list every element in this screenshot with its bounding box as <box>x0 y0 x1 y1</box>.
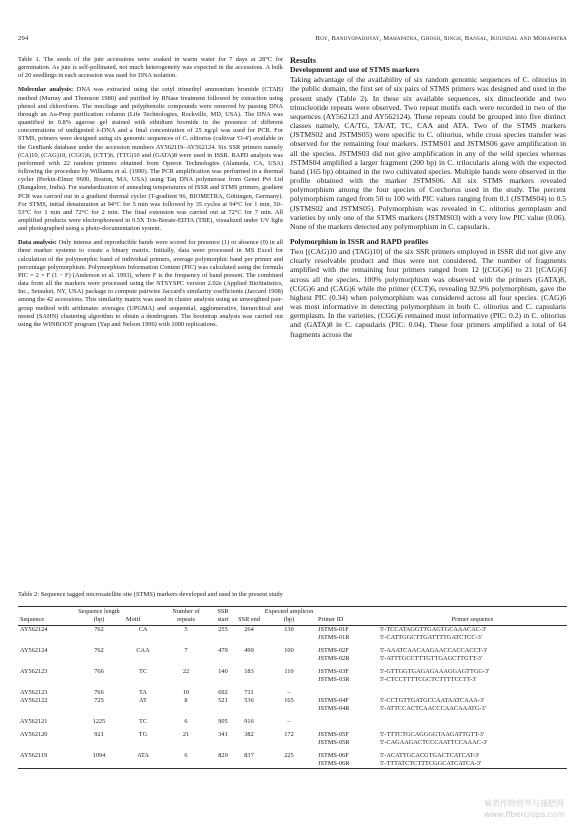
table-cell <box>262 760 316 769</box>
table-cell <box>18 760 74 769</box>
table-cell <box>210 676 236 684</box>
table-cell <box>74 739 124 747</box>
table-cell: JSTMS-04R <box>318 705 350 713</box>
table-cell: TC <box>138 718 148 726</box>
table-row <box>18 731 567 739</box>
table-cell: 711 <box>244 689 254 697</box>
table-cell: JSTMS-02F <box>318 647 349 655</box>
table-cell: 905 <box>218 718 228 726</box>
table-cell: 225 <box>284 752 294 760</box>
table-cell: 766 <box>94 689 104 697</box>
table-cell: 341 <box>218 731 228 739</box>
table-cell: 140 <box>218 668 228 676</box>
table-cell: JSTMS-06R <box>316 760 378 769</box>
table-cell: 5'-TTTCTGCAGGGGTAAGATTGTT-3' <box>380 731 485 739</box>
data-analysis-paragraph <box>18 239 283 329</box>
data-analysis-text: Only intense and reproducible bands were scored for presence (1) or absence (0) in all three marker systems to create a binary matrix. Initially, data were processed in MS Excel for calculation of the polymorphic band of individual primers, average polymorphic band per primer and percentage polymorphism. Polymorphism Information Content (PIC) was calculated using the formula PIC = 2 × F (1 − F) (Anderson et al. 1993), where F is the frequency of band present. The combined data from all the markers were processed using the NTSYSPC version 2.02e (Applied BioStatistics, Inc., Setauket, NY, USA) package to compute pairwise Jaccard's similarity coefficients (Jaccard 1908) among the 42 accessions. This similarity matrix was used in cluster analysis using an unweighted pair-group method with arithmatec averages (UPGMA) and sequential, agglomerative, hierarchical and nested (SAHN) clustering algorithm to obtain a dendrogram. The bootstrap analysis was carried out using the WINBOOT program (Yap and Nelson 1996) with 1000 replications. <box>18 239 284 328</box>
table-row <box>18 647 567 655</box>
table-cell <box>236 634 262 642</box>
table-cell <box>262 634 316 642</box>
table-cell: 916 <box>244 718 254 726</box>
stms-paragraph: Taking advantage of the availability of six random genomic sequences of C. olitorius in the public domain, the first set of six pairs of STMS primers was designed and used in the present study (Table 2). In these six available sequences, six dinucleotide and two trinucleotide repeats were observed. Two repeat motifs each were recorded in two of the sequences (AY562123 and AY562124). These repeats could be grouped into five distinct classes namely, CA/TG, TA/AT, TC, CAA and ATA. Two of the STMS markers (JSTMS02 and JSTMS05) were specific to C. olitorius, while cross species transfer was observed for the remaining four markers. JSTMS01 and JSTMS06 gave amplification in all the species. JSTMS03 did not give amplification in any of the wild species whereas JSTMS04 amplified a larger fragment (200 bp) in C. trilocularis along with the expected band (165 bp) obtained in the two cultivated species. Multiple bands were observed in the profile obtained with the marker JSTMS06. All six STMS markers revealed polymorphism among the four species of Corchorus used in the study. The percent polymorphism ranged from 50 to 100 with PIC values ranging from 0.1 (JSTMS04) to 0.5 (JSTMS02 and JSTMS05). Polymorphism was revealed in C. olitorius germplasm and varieties by only one of the STMS markers (JSTMS03) with a very low PIC value (0.06). None of the markers detected any polymorphism in C. capsularis. <box>290 75 566 231</box>
table-cell: 255 <box>218 626 228 634</box>
page-number: 294 <box>18 35 29 42</box>
table-cell <box>210 655 236 663</box>
table-cell <box>378 718 567 726</box>
table-cell: JSTMS-01F <box>318 626 349 634</box>
table-cell <box>162 676 210 684</box>
table-cell <box>316 689 378 697</box>
table-cell: 820 <box>218 752 228 760</box>
table-cell: TA <box>139 689 147 697</box>
table-cell <box>124 655 162 663</box>
table-cell: CA <box>138 626 148 634</box>
table-cell: 172 <box>284 731 294 739</box>
table-cell: AY562119 <box>20 752 48 760</box>
table-cell <box>316 718 378 726</box>
table-row <box>18 655 567 663</box>
table-cell <box>124 634 162 642</box>
table-cell: 5'-CCTGTTGATGCCAATAATCAAA-3' <box>380 697 485 705</box>
table-row <box>18 676 567 684</box>
col-header: SSR end <box>236 607 262 626</box>
table-cell <box>210 705 236 713</box>
intro-paragraph: Table 1. The seeds of the jute accessions were soaked in warm water for 7 days at 28°C for germination. As jute is self-pollinated, not much heterogeneity was expected in the accessions. A bulk of 20 seedlings in each accession was used for DNA isolation. <box>18 56 283 80</box>
table-cell <box>162 739 210 747</box>
table-cell <box>74 705 124 713</box>
table-cell: JSTMS-01R <box>318 634 350 642</box>
right-column <box>290 56 566 345</box>
table-cell <box>236 760 262 769</box>
left-column <box>18 56 283 335</box>
table-cell: 692 <box>218 689 228 697</box>
table-header-row <box>18 607 567 626</box>
table-cell: 5'-AAATCAACAAGAACCACCACCT-3' <box>380 647 488 655</box>
table-cell: 8 <box>184 697 188 705</box>
table-cell: 183 <box>244 668 254 676</box>
table-cell: 5'-ATTTGCCTTTGTTGAGCTTGTT-3' <box>380 655 483 663</box>
table-cell: AT <box>139 697 147 705</box>
table-cell: 1094 <box>92 752 106 760</box>
table-row <box>18 718 567 726</box>
table-cell <box>262 655 316 663</box>
col-header: SSR start <box>210 607 236 626</box>
table-cell <box>262 739 316 747</box>
table-cell <box>18 634 74 642</box>
col-header: Sequence <box>18 607 74 626</box>
table-cell: AY562120 <box>20 731 48 739</box>
table-cell: TC <box>138 668 148 676</box>
issr-rapd-paragraph: Two [(CAG)10 and (TAG)10] of the six SSR primers employed in ISSR did not give any clearly resolvable product and thus were not considered. The number of fragments amplified with the remaining four primers ranged from 12 [(CGG)6] to 21 [(CAG)6] across all the species. 100% polymorphism was observed with the primers (GATA)8, (CGG)6 and (CAG)6 while the primer (CCT)6, revealing 92.9% polymorphism, gave the highest PIC (0.34) when polymorphism was considered across all four species. (CAG)6 was most informative in detecting polymorphism in both C. olitorius and C. capsularis germplasm. In the varieties, (CGG)6 remained most informative (PIC: 0.2) in C. olitorius and (GATA)8 in C. capsularis (PIC: 0.04). These four primers amplified a total of 64 fragments across the <box>290 247 566 339</box>
table-row <box>18 634 567 642</box>
table-cell <box>162 634 210 642</box>
table-cell: JSTMS-03R <box>318 676 350 684</box>
table-cell: AY562124 <box>20 626 48 634</box>
table-cell: AY562124 <box>20 647 48 655</box>
table-cell <box>236 705 262 713</box>
table-cell: 6 <box>184 752 188 760</box>
table-cell: 762 <box>94 647 104 655</box>
col-header: Sequence length (bp) <box>74 607 124 626</box>
table-cell: CAA <box>136 647 150 655</box>
table-row <box>18 626 567 635</box>
table-cell: JSTMS-03F <box>318 668 349 676</box>
table-row <box>18 668 567 676</box>
table-cell: 521 <box>218 697 228 705</box>
table-cell <box>74 655 124 663</box>
table-cell: 5'-TTTATCTCTTTCGGCATCATCA-3' <box>378 760 567 769</box>
issr-rapd-subheading: Polymorphism in ISSR and RAPD profiles <box>290 236 429 246</box>
running-title: Roy, Bandyopadhyay, Mahapatra, Ghosh, Singh, Bansal, Koundal and Mohapatra <box>315 35 567 42</box>
table-cell: – <box>287 718 291 726</box>
table-caption: Table 2: Sequence tagged microsatellite site (STMS) markers developed and used in the present study <box>18 591 283 598</box>
table-cell: 7 <box>184 647 188 655</box>
table-cell <box>236 676 262 684</box>
table-cell: 479 <box>218 647 228 655</box>
data-analysis-heading: Data analysis: <box>18 239 57 247</box>
table-cell: 6 <box>184 718 188 726</box>
col-header: Expected amplicon (bp) <box>262 607 316 626</box>
col-header: Motif <box>124 607 162 626</box>
stms-table <box>18 606 567 769</box>
table-cell: 837 <box>244 752 254 760</box>
table-cell: 5'-TCCATAGGTTGAGTGCAAACAC-3' <box>380 626 487 634</box>
table-cell: AY562121 <box>20 718 48 726</box>
table-cell: 110 <box>284 668 294 676</box>
table-cell: 100 <box>284 647 294 655</box>
table-cell: 499 <box>244 647 254 655</box>
table-cell <box>162 655 210 663</box>
table-cell <box>74 676 124 684</box>
table-cell <box>18 655 74 663</box>
table-cell: AY562123 <box>20 668 48 676</box>
results-heading: Results <box>290 56 317 65</box>
table-row <box>18 705 567 713</box>
table-cell: JSTMS-06F <box>318 752 349 760</box>
table-cell: 766 <box>94 668 104 676</box>
table-cell <box>74 634 124 642</box>
table-cell <box>162 705 210 713</box>
table-cell: 536 <box>244 697 254 705</box>
table-cell <box>210 739 236 747</box>
col-header: Primer ID <box>316 607 378 626</box>
table-cell: – <box>287 689 291 697</box>
table-cell: 5'-CTCCTTTTCGCTCTTTTCCTT-3' <box>380 676 477 684</box>
table-cell <box>236 739 262 747</box>
table-cell: 5'-ACATTGCACGTGACTCATCAT-3' <box>380 752 480 760</box>
table-cell <box>262 705 316 713</box>
table-cell <box>18 705 74 713</box>
table-cell <box>262 676 316 684</box>
table-cell <box>162 760 210 769</box>
table-cell: 725 <box>94 697 104 705</box>
col-header: Number of repeats <box>162 607 210 626</box>
table-cell <box>18 676 74 684</box>
table-cell: 5 <box>184 626 188 634</box>
stms-subheading: Development and use of STMS markers <box>290 65 420 75</box>
table-cell: ATA <box>137 752 149 760</box>
table-cell: JSTMS-05R <box>318 739 350 747</box>
table-cell: 921 <box>94 731 104 739</box>
table-cell: 130 <box>284 626 294 634</box>
table-cell <box>74 760 124 769</box>
table-row <box>18 739 567 747</box>
table-cell: 382 <box>244 731 254 739</box>
table-cell: 5'-CATTGGCTTGATTTTGATCTCC-3' <box>380 634 482 642</box>
table-cell: 22 <box>182 668 190 676</box>
table-cell: AY562123 <box>20 689 48 697</box>
table-cell: 5'-CAGAAGACTCCCAATTCCAAAC-3' <box>380 739 488 747</box>
table-row <box>18 752 567 760</box>
table-cell: JSTMS-02R <box>318 655 350 663</box>
table-cell <box>18 739 74 747</box>
table-cell: 165 <box>284 697 294 705</box>
table-cell <box>124 676 162 684</box>
table-cell <box>210 634 236 642</box>
table-cell: 1225 <box>92 718 106 726</box>
watermark-url: www.fibercrops.com <box>484 810 565 819</box>
table-cell: JSTMS-04F <box>318 697 349 705</box>
table-cell: 264 <box>244 626 254 634</box>
molecular-analysis-text: DNA was extracted using the cetyl trimethyl ammonium bromide (CTAB) method (Murray and Thomson 1980) and purified by RNase treatment followed by extraction using phenol and chloroform. The mucilage and polyphenolic compounds were removed by passing DNA through an Au-Prep purification column (Life Technologies, Rockville, MD, USA). The DNA was quantified in 0.8% agarose gel stained with ethidium bromide in the presence of different concentrations of undigested λ-DNA and a final concentration of 25 ng/μl was used for PCR. For STMS, primers were designed using six genomic sequences of C. olitorius (cultivar 'O-4') available in the GenBank database under the accession numbers AY562119–AY562124. Six SSR primers namely (CA)10, (CAG)10, (CGG)6, (CTT)6, (TTG)10 and (GATA)8 were used in ISSR. RAPD analysis was performed with 22 random primers obtained from Operon Technologies (Alameda, CA, USA) following the procedure by Williams et al. (1990). The PCR amplification was performed in a thermal cycler (Perkin-Elmer 9600, Boston, MA, USA) using Taq DNA polymerase from Genei Pvt Ltd (Bangalore, India). For standardization of annealing temperatures of ISSR and STMS primers, gradient PCR was carried out in a gradient thermal cycler (T-gradient 96, BIOMETRA, Göttingen, Germany). For STMS, initial denaturation at 94°C for 5 min was followed by 35 cycles at 94°C for 1 min, 50–53°C for 1 min and 72°C for 2 min. The final extension was carried out at 72°C for 7 min. All amplified products were electrophoresed in 0.5X Tris-Borate-EDTA (TBE), visualized under UV light and photographed using a photo-documentation system. <box>18 86 284 233</box>
table-cell: AY562122 <box>20 697 48 705</box>
table-cell: 10 <box>182 689 190 697</box>
col-header: Primer sequence <box>378 607 567 626</box>
table-body <box>18 626 567 769</box>
table-cell <box>210 760 236 769</box>
molecular-analysis-heading: Molecular analysis: <box>18 86 74 94</box>
table-cell <box>378 689 567 697</box>
table-row <box>18 760 567 769</box>
table-cell: JSTMS-05F <box>318 731 349 739</box>
table-cell <box>236 655 262 663</box>
table-cell: 762 <box>94 626 104 634</box>
table-row <box>18 689 567 697</box>
watermark-chinese: 麻类作物营养与施肥网 <box>484 799 564 808</box>
table-cell <box>124 760 162 769</box>
table-cell <box>124 739 162 747</box>
molecular-analysis-paragraph <box>18 86 283 233</box>
table-row <box>18 697 567 705</box>
table-cell: 21 <box>182 731 190 739</box>
table-cell: 5'-ATTCCACTCAACCCAACAAATG-3' <box>380 705 486 713</box>
table-cell: TG <box>138 731 148 739</box>
table-cell: 5'-GTTGGTGAGAGAAAGGAGTTGG-3' <box>380 668 490 676</box>
table-cell <box>124 705 162 713</box>
